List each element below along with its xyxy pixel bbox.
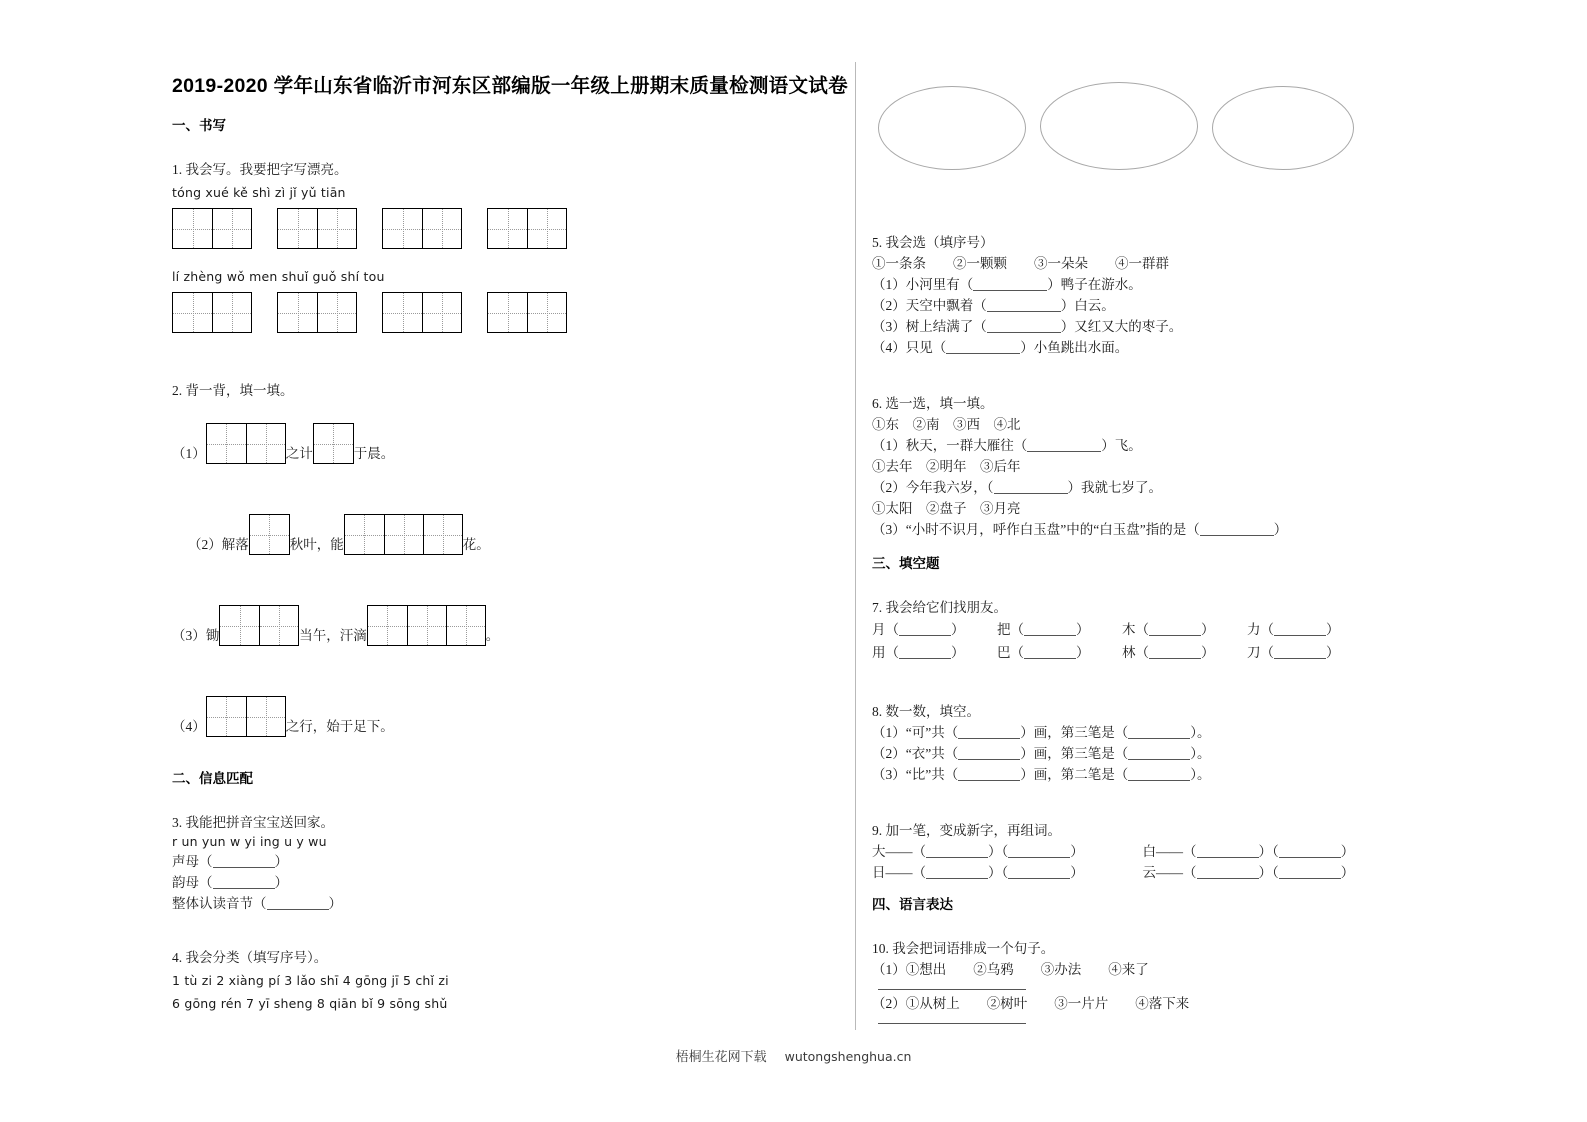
question-8 — [872, 702, 1432, 785]
q7-cell-close: ） — [951, 645, 965, 660]
q2-item-2-label: （2）解落 — [188, 537, 249, 552]
q7-blank[interactable] — [1149, 658, 1201, 659]
q8-item-1-b: ）画，第三笔是（ — [1020, 725, 1129, 740]
q9-blank[interactable] — [926, 857, 988, 858]
q2-item-2[interactable] — [172, 514, 832, 555]
page-title: 2019-2020 学年山东省临沂市河东区部编版一年级上册期末质量检测语文试卷 — [172, 75, 848, 97]
right-column — [872, 70, 1432, 1027]
q7-cell-li[interactable] — [1247, 618, 1372, 641]
q3-blank-zhengti[interactable] — [267, 909, 329, 910]
q4-word-bank-line-2: 6 gōng rén 7 yī sheng 8 qiān bǐ 9 sōng shǔ — [172, 996, 448, 1011]
q9-row-1-left-end: ） — [1070, 844, 1084, 859]
q6-prompt: 6. 选一选，填一填。 — [872, 396, 994, 411]
q9-row-2-left: 日——（ — [872, 865, 926, 880]
q7-row-1[interactable] — [872, 618, 1432, 641]
q8-item-2-c: ）。 — [1190, 746, 1211, 761]
q8-blank-stroke-name[interactable] — [1128, 780, 1190, 781]
q9-row-2-left-mid: ）（ — [988, 865, 1009, 880]
q2-item-3[interactable] — [172, 605, 832, 646]
q8-item-3-c: ）。 — [1190, 767, 1211, 782]
tianzige-box — [487, 292, 567, 333]
tianzige-box — [487, 208, 567, 249]
q7-cell-close: ） — [1201, 645, 1215, 660]
q10-item-1: （1）①想出 ②乌鸦 ③办法 ④来了 — [872, 962, 1149, 977]
q1-prompt: 1. 我会写。我要把字写漂亮。 — [172, 162, 348, 177]
q9-blank[interactable] — [1008, 878, 1070, 879]
question-7 — [872, 598, 1432, 664]
q7-blank[interactable] — [1024, 658, 1076, 659]
q6-item-3[interactable] — [872, 519, 1432, 540]
q8-item-1[interactable] — [872, 722, 1432, 743]
q9-blank[interactable] — [1279, 878, 1341, 879]
q7-blank[interactable] — [1024, 635, 1076, 636]
q5-item-2-post: ）白云。 — [1060, 298, 1115, 313]
q5-options: ①一条条 ②一颗颗 ③一朵朵 ④一群群 — [872, 256, 1169, 271]
q7-blank[interactable] — [899, 658, 951, 659]
tianzige-box — [277, 208, 357, 249]
question-10 — [872, 939, 1432, 1024]
q9-row-1-right-mid: ）（ — [1258, 844, 1279, 859]
q3-row-shengmu[interactable] — [172, 851, 832, 872]
q7-cell-dao[interactable] — [1247, 641, 1372, 664]
q6-item-2-pre: （2）今年我六岁，（ — [872, 480, 994, 495]
q2-item-4[interactable] — [172, 696, 832, 737]
q7-cell-lin[interactable] — [1122, 641, 1247, 664]
q7-cell-close: ） — [1076, 645, 1090, 660]
q7-row-2[interactable] — [872, 641, 1432, 664]
q1-writing-grid-row-2[interactable] — [172, 292, 832, 333]
q7-cell-yue-label: 月（ — [872, 622, 899, 637]
q9-row-1-left-mid: ）（ — [988, 844, 1009, 859]
q10-prompt: 10. 我会把词语排成一个句子。 — [872, 941, 1055, 956]
q7-cell-mu[interactable] — [1122, 618, 1247, 641]
q8-item-2[interactable] — [872, 743, 1432, 764]
q9-blank[interactable] — [926, 878, 988, 879]
q4-prompt: 4. 我会分类（填写序号）。 — [172, 950, 328, 965]
q8-blank-stroke-name[interactable] — [1128, 759, 1190, 760]
question-5 — [872, 233, 1432, 358]
q6-item-1[interactable] — [872, 435, 1432, 456]
tianzige-box — [172, 292, 252, 333]
q8-item-2-a: （2）“衣”共（ — [872, 746, 959, 761]
q9-prompt: 9. 加一笔，变成新字，再组词。 — [872, 823, 1061, 838]
q9-row-1-right: 白——（ — [1142, 844, 1197, 859]
q3-row-yunmu-close: ） — [274, 875, 288, 890]
q7-blank[interactable] — [1149, 635, 1201, 636]
q6-item-2-post: ）我就七岁了。 — [1067, 480, 1162, 495]
q8-item-1-a: （1）“可”共（ — [872, 725, 959, 740]
q8-item-3-a: （3）“比”共（ — [872, 767, 959, 782]
q6-blank-2[interactable] — [994, 493, 1068, 494]
tianzige-box — [382, 292, 462, 333]
q7-cell-ba[interactable] — [997, 618, 1122, 641]
q5-item-3-pre: （3）树上结满了（ — [872, 319, 987, 334]
q3-row-shengmu-close: ） — [274, 854, 288, 869]
q2-item-1-text-b: 于晨。 — [353, 446, 395, 461]
q5-item-1-pre: （1）小河里有（ — [872, 277, 974, 292]
tianzige-box — [313, 423, 354, 464]
q7-cell-close: ） — [1076, 622, 1090, 637]
q2-prompt: 2. 背一背，填一填。 — [172, 383, 294, 398]
category-ellipse[interactable] — [1040, 82, 1198, 170]
q4-word-bank-line-1: 1 tù zi 2 xiàng pí 3 lǎo shī 4 gōng jī 5 chǐ zi — [172, 973, 449, 988]
q6-item-3-post: ） — [1273, 522, 1288, 537]
q2-item-1-label: （1） — [172, 446, 206, 461]
q5-prompt: 5. 我会选（填序号） — [872, 235, 994, 250]
q7-cell-dao-label: 刀（ — [1247, 645, 1274, 660]
column-divider — [855, 62, 856, 1030]
q3-row-yunmu[interactable] — [172, 872, 832, 893]
q5-item-4-pre: （4）只见（ — [872, 340, 947, 355]
q9-blank[interactable] — [1279, 857, 1341, 858]
left-column — [172, 70, 848, 1013]
q2-item-2-text-b: 花。 — [462, 537, 490, 552]
category-ellipse[interactable] — [878, 86, 1026, 170]
q5-item-4-post: ）小鱼跳出水面。 — [1020, 340, 1129, 355]
q7-cell-close: ） — [1326, 645, 1340, 660]
q10-answer-line-2[interactable] — [878, 1023, 1026, 1024]
q6-options-1: ①东 ②南 ③西 ④北 — [872, 417, 1021, 432]
q6-item-1-post: ）飞。 — [1101, 438, 1142, 453]
q8-blank-strokes[interactable] — [958, 738, 1020, 739]
q7-cell-mu-label: 木（ — [1122, 622, 1149, 637]
footer-label: 梧桐生花网下载 — [675, 1049, 767, 1064]
section-heading-three: 三、填空题 — [872, 556, 940, 571]
q5-item-2[interactable] — [872, 295, 1432, 316]
q8-blank-strokes[interactable] — [958, 759, 1020, 760]
q7-cell-lin-label: 林（ — [1122, 645, 1149, 660]
q2-item-3-text-a: 当午，汗滴 — [299, 628, 367, 643]
section-heading-one: 一、书写 — [172, 118, 226, 133]
q5-item-4[interactable] — [872, 337, 1432, 358]
q6-item-2[interactable] — [872, 477, 1432, 498]
q1-writing-grid-row-1[interactable] — [172, 208, 832, 249]
q9-row-2-right: 云——（ — [1142, 865, 1197, 880]
question-2 — [172, 381, 832, 737]
q8-item-2-b: ）画，第三笔是（ — [1020, 746, 1129, 761]
q1-pinyin-row-2: lí zhèng wǒ men shuǐ guǒ shí tou — [172, 269, 385, 284]
q7-cell-close: ） — [951, 622, 965, 637]
q3-prompt: 3. 我能把拼音宝宝送回家。 — [172, 815, 334, 830]
question-1 — [172, 160, 832, 333]
question-9 — [872, 821, 1432, 883]
q9-row-2-left-end: ） — [1070, 865, 1084, 880]
q6-item-1-pre: （1）秋天，一群大雁往（ — [872, 438, 1028, 453]
question-6 — [872, 394, 1432, 540]
q8-item-3[interactable] — [872, 764, 1432, 785]
q8-prompt: 8. 数一数，填空。 — [872, 704, 980, 719]
q2-item-4-label: （4） — [172, 719, 206, 734]
q7-blank[interactable] — [1274, 635, 1326, 636]
q2-item-3-text-b: 。 — [485, 628, 500, 643]
q9-blank[interactable] — [1197, 878, 1259, 879]
tianzige-box — [219, 605, 299, 646]
q3-row-zhengti[interactable] — [172, 893, 832, 914]
q7-cell-bazi-label: 巴（ — [997, 645, 1024, 660]
q6-item-3-pre: （3）“小时不识月，呼作白玉盘”中的“白玉盘”指的是（ — [872, 522, 1200, 537]
category-ellipse[interactable] — [1212, 86, 1354, 170]
q5-blank-2[interactable] — [987, 311, 1061, 312]
q2-item-1-text-a: 之计 — [285, 446, 313, 461]
tianzige-box — [206, 423, 286, 464]
q6-options-3: ①太阳 ②盘子 ③月亮 — [872, 501, 1021, 516]
q3-row-zhengti-label: 整体认读音节（ — [172, 896, 267, 911]
q8-item-3-b: ）画，第二笔是（ — [1020, 767, 1129, 782]
q2-item-4-text: 之行，始于足下。 — [285, 719, 394, 734]
question-4 — [172, 948, 832, 1013]
q5-blank-1[interactable] — [973, 290, 1047, 291]
q7-cell-close: ） — [1326, 622, 1340, 637]
q6-blank-1[interactable] — [1027, 451, 1101, 452]
q7-cell-li-label: 力（ — [1247, 622, 1274, 637]
tianzige-box — [367, 605, 486, 646]
q9-row-1-left: 大——（ — [872, 844, 926, 859]
q8-blank-strokes[interactable] — [958, 780, 1020, 781]
q7-cell-bazi[interactable] — [997, 641, 1122, 664]
footer-watermark — [0, 1046, 1587, 1065]
tianzige-box — [382, 208, 462, 249]
q10-answer-line-1[interactable] — [878, 989, 1026, 990]
q9-row-1[interactable] — [872, 841, 1432, 862]
q5-blank-3[interactable] — [987, 332, 1061, 333]
q5-item-3-post: ）又红又大的枣子。 — [1060, 319, 1183, 334]
q3-blank-shengmu[interactable] — [213, 867, 275, 868]
q6-options-2: ①去年 ②明年 ③后年 — [872, 459, 1021, 474]
tianzige-box — [172, 208, 252, 249]
tianzige-box — [206, 696, 286, 737]
q7-cell-yong[interactable] — [872, 641, 997, 664]
footer-site: wutongshenghua.cn — [784, 1049, 912, 1064]
q8-item-1-c: ）。 — [1190, 725, 1211, 740]
q7-cell-yue[interactable] — [872, 618, 997, 641]
q2-item-2-text-a: 秋叶，能 — [289, 537, 344, 552]
q3-pinyin-bank: r un yun w yi ing u y wu — [172, 834, 327, 849]
q3-row-yunmu-label: 韵母（ — [172, 875, 213, 890]
q6-blank-3[interactable] — [1200, 535, 1274, 536]
tianzige-box — [277, 292, 357, 333]
q5-item-1[interactable] — [872, 274, 1432, 295]
q2-item-3-label: （3）锄 — [172, 628, 220, 643]
q9-row-1-right-end: ） — [1340, 844, 1355, 859]
q7-blank[interactable] — [1274, 658, 1326, 659]
q9-row-2[interactable] — [872, 862, 1432, 883]
q3-row-shengmu-label: 声母（ — [172, 854, 213, 869]
q7-cell-ba-label: 把（ — [997, 622, 1024, 637]
q7-cell-yong-label: 用（ — [872, 645, 899, 660]
q5-item-1-post: ）鸭子在游水。 — [1047, 277, 1142, 292]
section-heading-two: 二、信息匹配 — [172, 771, 253, 786]
q3-row-zhengti-close: ） — [328, 896, 342, 911]
q9-blank[interactable] — [1197, 857, 1259, 858]
q7-blank[interactable] — [899, 635, 951, 636]
q9-blank[interactable] — [1008, 857, 1070, 858]
q9-row-2-right-mid: ）（ — [1258, 865, 1279, 880]
q7-cell-close: ） — [1201, 622, 1215, 637]
q4-category-ellipses — [872, 70, 1432, 175]
q10-item-2: （2）①从树上 ②树叶 ③一片片 ④落下来 — [872, 996, 1190, 1011]
q2-item-1[interactable] — [172, 423, 832, 464]
q9-row-2-right-end: ） — [1340, 865, 1355, 880]
section-heading-four: 四、语言表达 — [872, 897, 953, 912]
q3-blank-yunmu[interactable] — [213, 888, 275, 889]
q1-pinyin-row-1: tóng xué kě shì zì jǐ yǔ tiān — [172, 185, 346, 200]
q5-blank-4[interactable] — [946, 353, 1020, 354]
tianzige-box — [249, 514, 290, 555]
q5-item-2-pre: （2）天空中飘着（ — [872, 298, 987, 313]
q5-item-3[interactable] — [872, 316, 1432, 337]
q8-blank-stroke-name[interactable] — [1128, 738, 1190, 739]
tianzige-box — [344, 514, 463, 555]
q7-prompt: 7. 我会给它们找朋友。 — [872, 600, 1007, 615]
question-3 — [172, 813, 832, 914]
